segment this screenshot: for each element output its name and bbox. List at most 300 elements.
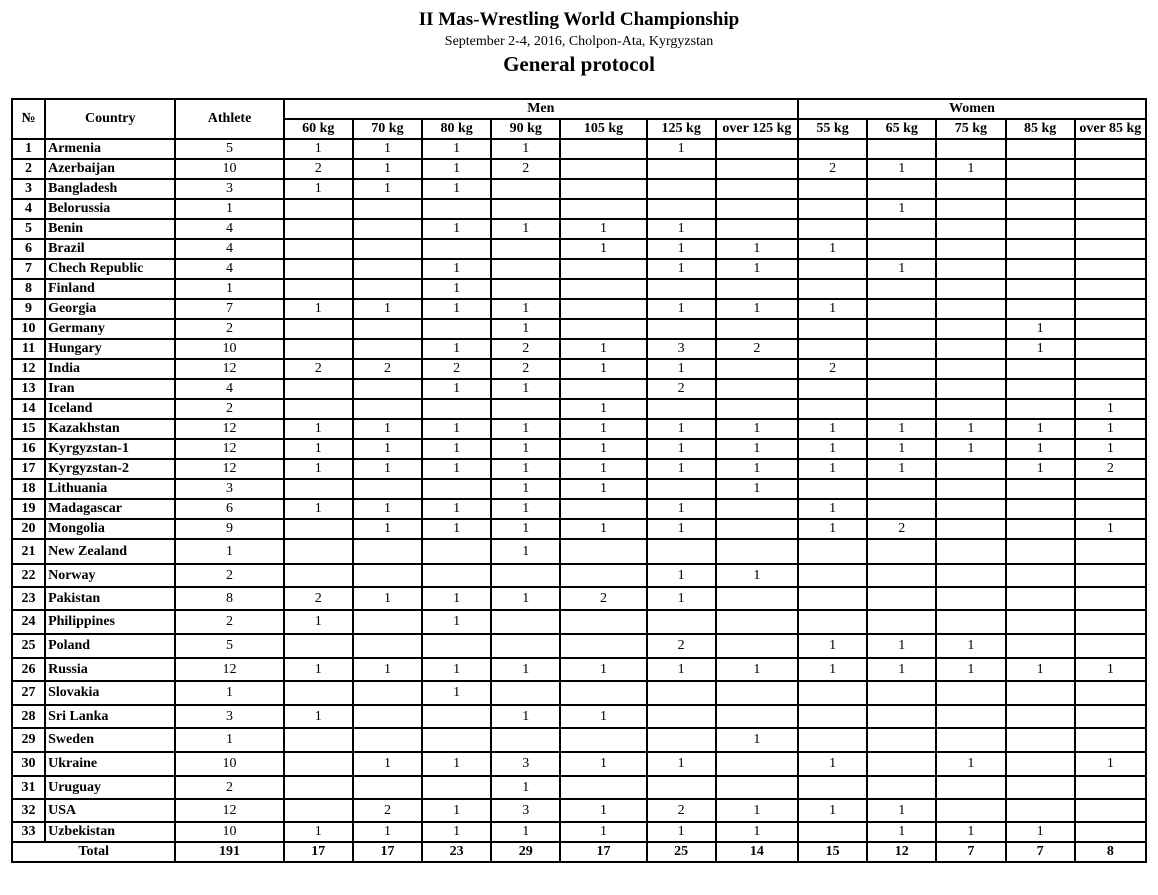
weight-count-cell bbox=[1075, 634, 1146, 658]
table-row bbox=[12, 419, 1146, 439]
weight-count-cell: 1 bbox=[936, 439, 1005, 459]
athlete-count: 2 bbox=[175, 319, 283, 339]
weight-count-cell bbox=[936, 705, 1005, 728]
weight-count-cell: 1 bbox=[1006, 419, 1075, 439]
weight-count-cell: 2 bbox=[353, 799, 422, 822]
col-header-athlete: Athlete bbox=[175, 99, 283, 139]
weight-count-cell bbox=[284, 339, 353, 359]
weight-count-cell bbox=[560, 299, 646, 319]
athlete-count: 2 bbox=[175, 399, 283, 419]
weight-count-cell: 1 bbox=[422, 822, 491, 842]
results-table bbox=[11, 98, 1147, 863]
country-name: Georgia bbox=[45, 299, 175, 319]
row-number: 5 bbox=[12, 219, 45, 239]
weight-count-cell: 1 bbox=[491, 479, 560, 499]
weight-count-cell bbox=[491, 259, 560, 279]
weight-count-cell bbox=[560, 564, 646, 587]
weight-count-cell: 1 bbox=[716, 822, 798, 842]
weight-count-cell: 1 bbox=[422, 219, 491, 239]
country-name: Slovakia bbox=[45, 681, 175, 705]
weight-count-cell bbox=[716, 610, 798, 634]
weight-count-cell: 1 bbox=[798, 459, 867, 479]
total-weight-cell: 17 bbox=[560, 842, 646, 862]
table-row bbox=[12, 379, 1146, 399]
weight-count-cell bbox=[1006, 199, 1075, 219]
weight-count-cell: 1 bbox=[422, 419, 491, 439]
athlete-count: 1 bbox=[175, 279, 283, 299]
table-row bbox=[12, 219, 1146, 239]
weight-count-cell bbox=[1006, 219, 1075, 239]
weight-count-cell bbox=[1006, 159, 1075, 179]
athlete-count: 10 bbox=[175, 159, 283, 179]
weight-count-cell: 1 bbox=[798, 419, 867, 439]
protocol-heading: General protocol bbox=[503, 52, 655, 76]
weight-count-cell bbox=[284, 519, 353, 539]
row-number: 18 bbox=[12, 479, 45, 499]
document-subtitle: September 2-4, 2016, Cholpon-Ata, Kyrgyzstan bbox=[444, 34, 714, 49]
weight-count-cell bbox=[716, 587, 798, 610]
weight-count-cell bbox=[716, 519, 798, 539]
weight-count-cell: 1 bbox=[1075, 519, 1146, 539]
row-number: 7 bbox=[12, 259, 45, 279]
weight-count-cell: 1 bbox=[560, 399, 646, 419]
weight-count-cell bbox=[1006, 239, 1075, 259]
weight-count-cell bbox=[284, 776, 353, 799]
weight-count-cell bbox=[936, 479, 1005, 499]
row-number: 32 bbox=[12, 799, 45, 822]
weight-count-cell bbox=[1075, 299, 1146, 319]
weight-count-cell: 1 bbox=[867, 658, 936, 681]
country-name: Belorussia bbox=[45, 199, 175, 219]
athlete-count: 12 bbox=[175, 799, 283, 822]
weight-count-cell: 1 bbox=[353, 752, 422, 776]
weight-count-cell bbox=[491, 634, 560, 658]
weight-count-cell: 1 bbox=[422, 179, 491, 199]
weight-count-cell: 1 bbox=[716, 479, 798, 499]
total-athletes: 191 bbox=[175, 842, 283, 862]
weight-count-cell bbox=[1006, 279, 1075, 299]
athlete-count: 1 bbox=[175, 199, 283, 219]
row-number: 12 bbox=[12, 359, 45, 379]
row-number: 26 bbox=[12, 658, 45, 681]
weight-count-cell bbox=[1006, 139, 1075, 159]
row-number: 16 bbox=[12, 439, 45, 459]
athlete-count: 7 bbox=[175, 299, 283, 319]
weight-count-cell bbox=[1075, 681, 1146, 705]
table-row bbox=[12, 776, 1146, 799]
weight-count-cell bbox=[647, 539, 716, 564]
weight-count-cell bbox=[647, 610, 716, 634]
weight-count-cell: 1 bbox=[716, 658, 798, 681]
weight-count-cell bbox=[716, 139, 798, 159]
weight-count-cell: 1 bbox=[798, 658, 867, 681]
weight-count-cell: 1 bbox=[491, 519, 560, 539]
weight-count-cell bbox=[560, 681, 646, 705]
weight-count-cell: 1 bbox=[353, 179, 422, 199]
weight-count-cell: 1 bbox=[491, 439, 560, 459]
weight-count-cell bbox=[560, 279, 646, 299]
weight-count-cell bbox=[647, 179, 716, 199]
athlete-count: 3 bbox=[175, 705, 283, 728]
country-name: Iceland bbox=[45, 399, 175, 419]
weight-count-cell: 1 bbox=[422, 439, 491, 459]
weight-count-cell: 1 bbox=[422, 279, 491, 299]
weight-count-cell: 1 bbox=[1006, 319, 1075, 339]
weight-count-cell bbox=[798, 587, 867, 610]
weight-count-cell bbox=[422, 319, 491, 339]
weight-count-cell bbox=[353, 479, 422, 499]
weight-count-cell bbox=[867, 539, 936, 564]
table-row bbox=[12, 359, 1146, 379]
weight-count-cell bbox=[798, 199, 867, 219]
weight-count-cell: 1 bbox=[867, 822, 936, 842]
weight-count-cell bbox=[1075, 159, 1146, 179]
weight-count-cell: 1 bbox=[798, 519, 867, 539]
weight-count-cell bbox=[1006, 539, 1075, 564]
weight-count-cell bbox=[1075, 219, 1146, 239]
weight-count-cell: 1 bbox=[491, 658, 560, 681]
weight-count-cell bbox=[1006, 799, 1075, 822]
weight-count-cell: 1 bbox=[560, 799, 646, 822]
weight-count-cell bbox=[716, 399, 798, 419]
weight-count-cell bbox=[798, 776, 867, 799]
country-name: Russia bbox=[45, 658, 175, 681]
weight-count-cell: 2 bbox=[798, 159, 867, 179]
total-weight-cell: 17 bbox=[284, 842, 353, 862]
weight-count-cell: 1 bbox=[491, 219, 560, 239]
weight-count-cell: 1 bbox=[491, 539, 560, 564]
weight-count-cell: 1 bbox=[716, 299, 798, 319]
weight-count-cell bbox=[422, 705, 491, 728]
weight-count-cell: 1 bbox=[647, 564, 716, 587]
weight-count-cell: 1 bbox=[353, 822, 422, 842]
total-weight-cell: 25 bbox=[647, 842, 716, 862]
weight-count-cell: 1 bbox=[798, 499, 867, 519]
weight-count-cell: 1 bbox=[284, 419, 353, 439]
athlete-count: 10 bbox=[175, 822, 283, 842]
weight-count-cell bbox=[716, 776, 798, 799]
weight-count-cell: 1 bbox=[284, 459, 353, 479]
weight-count-cell bbox=[936, 339, 1005, 359]
weight-count-cell bbox=[560, 539, 646, 564]
weight-count-cell: 1 bbox=[936, 419, 1005, 439]
weight-count-cell: 1 bbox=[1075, 752, 1146, 776]
weight-count-cell: 1 bbox=[422, 752, 491, 776]
weight-count-cell bbox=[353, 259, 422, 279]
weight-count-cell bbox=[491, 239, 560, 259]
weight-count-cell bbox=[798, 179, 867, 199]
weight-count-cell bbox=[353, 319, 422, 339]
weight-count-cell bbox=[353, 199, 422, 219]
weight-count-cell bbox=[798, 564, 867, 587]
weight-count-cell: 1 bbox=[491, 822, 560, 842]
athlete-count: 4 bbox=[175, 259, 283, 279]
weight-count-cell: 3 bbox=[491, 752, 560, 776]
weight-count-cell bbox=[1006, 776, 1075, 799]
athlete-count: 5 bbox=[175, 634, 283, 658]
weight-count-cell: 2 bbox=[491, 159, 560, 179]
weight-count-cell bbox=[560, 319, 646, 339]
weight-count-cell bbox=[716, 681, 798, 705]
weight-count-cell: 1 bbox=[1075, 399, 1146, 419]
weight-count-cell: 1 bbox=[353, 159, 422, 179]
weight-count-cell bbox=[1006, 299, 1075, 319]
weight-count-cell bbox=[422, 776, 491, 799]
weight-count-cell bbox=[1006, 359, 1075, 379]
weight-count-cell bbox=[936, 459, 1005, 479]
weight-count-cell bbox=[647, 728, 716, 752]
weight-count-cell bbox=[422, 199, 491, 219]
weight-count-cell: 1 bbox=[491, 499, 560, 519]
weight-count-cell bbox=[353, 399, 422, 419]
weight-count-cell: 1 bbox=[560, 479, 646, 499]
weight-count-cell bbox=[491, 199, 560, 219]
weight-count-cell bbox=[936, 681, 1005, 705]
table-row bbox=[12, 499, 1146, 519]
athlete-count: 12 bbox=[175, 359, 283, 379]
weight-count-cell bbox=[798, 219, 867, 239]
weight-count-cell: 1 bbox=[560, 752, 646, 776]
weight-count-cell: 1 bbox=[647, 587, 716, 610]
weight-header: over 85 kg bbox=[1075, 119, 1146, 139]
weight-count-cell: 1 bbox=[491, 139, 560, 159]
weight-count-cell: 1 bbox=[716, 799, 798, 822]
row-number: 15 bbox=[12, 419, 45, 439]
weight-count-cell bbox=[284, 399, 353, 419]
weight-count-cell: 1 bbox=[353, 658, 422, 681]
weight-count-cell: 1 bbox=[798, 439, 867, 459]
weight-count-cell: 1 bbox=[716, 419, 798, 439]
weight-count-cell: 1 bbox=[647, 419, 716, 439]
athlete-count: 4 bbox=[175, 219, 283, 239]
table-row bbox=[12, 299, 1146, 319]
weight-count-cell: 2 bbox=[284, 159, 353, 179]
row-number: 1 bbox=[12, 139, 45, 159]
country-name: Sweden bbox=[45, 728, 175, 752]
weight-count-cell: 1 bbox=[1006, 439, 1075, 459]
row-number: 14 bbox=[12, 399, 45, 419]
weight-count-cell: 1 bbox=[647, 822, 716, 842]
weight-count-cell: 2 bbox=[716, 339, 798, 359]
weight-count-cell bbox=[1006, 634, 1075, 658]
weight-count-cell bbox=[560, 776, 646, 799]
table-row bbox=[12, 199, 1146, 219]
weight-count-cell bbox=[936, 539, 1005, 564]
weight-count-cell bbox=[867, 728, 936, 752]
weight-count-cell: 1 bbox=[284, 705, 353, 728]
weight-count-cell: 1 bbox=[422, 139, 491, 159]
weight-count-cell bbox=[560, 179, 646, 199]
table-row bbox=[12, 634, 1146, 658]
weight-count-cell: 1 bbox=[647, 299, 716, 319]
athlete-count: 8 bbox=[175, 587, 283, 610]
weight-count-cell bbox=[936, 199, 1005, 219]
weight-count-cell bbox=[560, 499, 646, 519]
weight-count-cell: 1 bbox=[647, 752, 716, 776]
country-name: USA bbox=[45, 799, 175, 822]
weight-count-cell: 1 bbox=[353, 499, 422, 519]
weight-count-cell: 1 bbox=[422, 610, 491, 634]
athlete-count: 12 bbox=[175, 439, 283, 459]
country-name: Azerbaijan bbox=[45, 159, 175, 179]
weight-count-cell bbox=[716, 705, 798, 728]
table-row bbox=[12, 705, 1146, 728]
weight-count-cell: 1 bbox=[647, 239, 716, 259]
weight-count-cell bbox=[798, 259, 867, 279]
weight-count-cell bbox=[353, 239, 422, 259]
weight-count-cell bbox=[353, 728, 422, 752]
weight-count-cell bbox=[491, 399, 560, 419]
weight-count-cell bbox=[716, 634, 798, 658]
weight-count-cell bbox=[1006, 728, 1075, 752]
weight-count-cell: 1 bbox=[491, 459, 560, 479]
country-name: Uruguay bbox=[45, 776, 175, 799]
weight-count-cell bbox=[422, 634, 491, 658]
country-name: Kyrgyzstan-1 bbox=[45, 439, 175, 459]
weight-count-cell: 1 bbox=[422, 658, 491, 681]
total-weight-cell: 8 bbox=[1075, 842, 1146, 862]
weight-header: 65 kg bbox=[867, 119, 936, 139]
weight-count-cell: 1 bbox=[867, 199, 936, 219]
weight-count-cell: 1 bbox=[647, 139, 716, 159]
total-weight-cell: 29 bbox=[491, 842, 560, 862]
weight-count-cell bbox=[284, 634, 353, 658]
weight-count-cell bbox=[422, 479, 491, 499]
country-name: India bbox=[45, 359, 175, 379]
weight-count-cell bbox=[353, 279, 422, 299]
weight-count-cell bbox=[491, 564, 560, 587]
weight-count-cell bbox=[353, 339, 422, 359]
weight-count-cell bbox=[798, 539, 867, 564]
weight-count-cell: 1 bbox=[284, 822, 353, 842]
weight-count-cell bbox=[936, 776, 1005, 799]
weight-count-cell bbox=[560, 199, 646, 219]
country-name: Chech Republic bbox=[45, 259, 175, 279]
weight-header: 90 kg bbox=[491, 119, 560, 139]
weight-count-cell bbox=[1006, 479, 1075, 499]
weight-count-cell: 1 bbox=[936, 634, 1005, 658]
table-row bbox=[12, 399, 1146, 419]
weight-count-cell: 1 bbox=[647, 359, 716, 379]
country-name: Hungary bbox=[45, 339, 175, 359]
weight-count-cell bbox=[353, 539, 422, 564]
weight-header: 70 kg bbox=[353, 119, 422, 139]
weight-count-cell bbox=[1075, 539, 1146, 564]
weight-count-cell: 1 bbox=[560, 419, 646, 439]
weight-count-cell bbox=[491, 279, 560, 299]
country-name: Benin bbox=[45, 219, 175, 239]
weight-count-cell bbox=[867, 399, 936, 419]
total-weight-cell: 7 bbox=[936, 842, 1005, 862]
row-number: 23 bbox=[12, 587, 45, 610]
weight-count-cell: 1 bbox=[716, 239, 798, 259]
row-number: 6 bbox=[12, 239, 45, 259]
weight-count-cell bbox=[284, 219, 353, 239]
weight-count-cell: 1 bbox=[353, 587, 422, 610]
weight-count-cell: 1 bbox=[716, 439, 798, 459]
weight-count-cell: 1 bbox=[560, 459, 646, 479]
weight-count-cell bbox=[936, 379, 1005, 399]
country-name: Sri Lanka bbox=[45, 705, 175, 728]
weight-count-cell bbox=[560, 634, 646, 658]
row-number: 9 bbox=[12, 299, 45, 319]
weight-count-cell: 1 bbox=[798, 634, 867, 658]
row-number: 33 bbox=[12, 822, 45, 842]
weight-count-cell bbox=[560, 139, 646, 159]
weight-count-cell: 1 bbox=[284, 499, 353, 519]
table-row bbox=[12, 279, 1146, 299]
weight-count-cell: 1 bbox=[1006, 339, 1075, 359]
group-header-men: Men bbox=[284, 99, 798, 119]
weight-count-cell: 1 bbox=[647, 658, 716, 681]
weight-count-cell bbox=[716, 199, 798, 219]
table-row bbox=[12, 239, 1146, 259]
weight-count-cell: 1 bbox=[867, 799, 936, 822]
weight-count-cell: 2 bbox=[284, 359, 353, 379]
table-row bbox=[12, 587, 1146, 610]
weight-count-cell bbox=[284, 379, 353, 399]
weight-count-cell bbox=[491, 179, 560, 199]
weight-count-cell bbox=[867, 139, 936, 159]
athlete-count: 10 bbox=[175, 752, 283, 776]
weight-count-cell bbox=[647, 279, 716, 299]
total-label: Total bbox=[12, 842, 175, 862]
weight-count-cell bbox=[1075, 822, 1146, 842]
weight-count-cell bbox=[284, 199, 353, 219]
weight-count-cell: 1 bbox=[353, 519, 422, 539]
weight-count-cell bbox=[284, 799, 353, 822]
weight-count-cell bbox=[284, 319, 353, 339]
table-row bbox=[12, 822, 1146, 842]
weight-header: 55 kg bbox=[798, 119, 867, 139]
weight-count-cell bbox=[647, 199, 716, 219]
weight-count-cell: 1 bbox=[936, 658, 1005, 681]
weight-count-cell: 1 bbox=[716, 459, 798, 479]
weight-count-cell bbox=[867, 239, 936, 259]
weight-count-cell bbox=[936, 587, 1005, 610]
row-number: 24 bbox=[12, 610, 45, 634]
weight-header: 85 kg bbox=[1006, 119, 1075, 139]
weight-count-cell bbox=[353, 681, 422, 705]
row-number: 20 bbox=[12, 519, 45, 539]
weight-header: 125 kg bbox=[647, 119, 716, 139]
weight-count-cell bbox=[936, 610, 1005, 634]
table-row bbox=[12, 564, 1146, 587]
weight-count-cell: 1 bbox=[1006, 459, 1075, 479]
weight-count-cell bbox=[1006, 564, 1075, 587]
weight-count-cell: 1 bbox=[491, 379, 560, 399]
weight-count-cell bbox=[716, 319, 798, 339]
weight-count-cell: 1 bbox=[284, 299, 353, 319]
table-row bbox=[12, 752, 1146, 776]
weight-count-cell: 3 bbox=[647, 339, 716, 359]
weight-count-cell: 2 bbox=[647, 379, 716, 399]
weight-count-cell bbox=[284, 279, 353, 299]
athlete-count: 3 bbox=[175, 479, 283, 499]
athlete-count: 12 bbox=[175, 658, 283, 681]
weight-count-cell: 1 bbox=[491, 419, 560, 439]
row-number: 2 bbox=[12, 159, 45, 179]
weight-count-cell bbox=[1075, 319, 1146, 339]
weight-count-cell bbox=[798, 339, 867, 359]
weight-count-cell bbox=[284, 239, 353, 259]
weight-count-cell: 1 bbox=[422, 259, 491, 279]
weight-count-cell bbox=[491, 610, 560, 634]
weight-count-cell bbox=[936, 728, 1005, 752]
weight-count-cell bbox=[1006, 379, 1075, 399]
weight-count-cell bbox=[1075, 239, 1146, 259]
weight-count-cell bbox=[422, 564, 491, 587]
